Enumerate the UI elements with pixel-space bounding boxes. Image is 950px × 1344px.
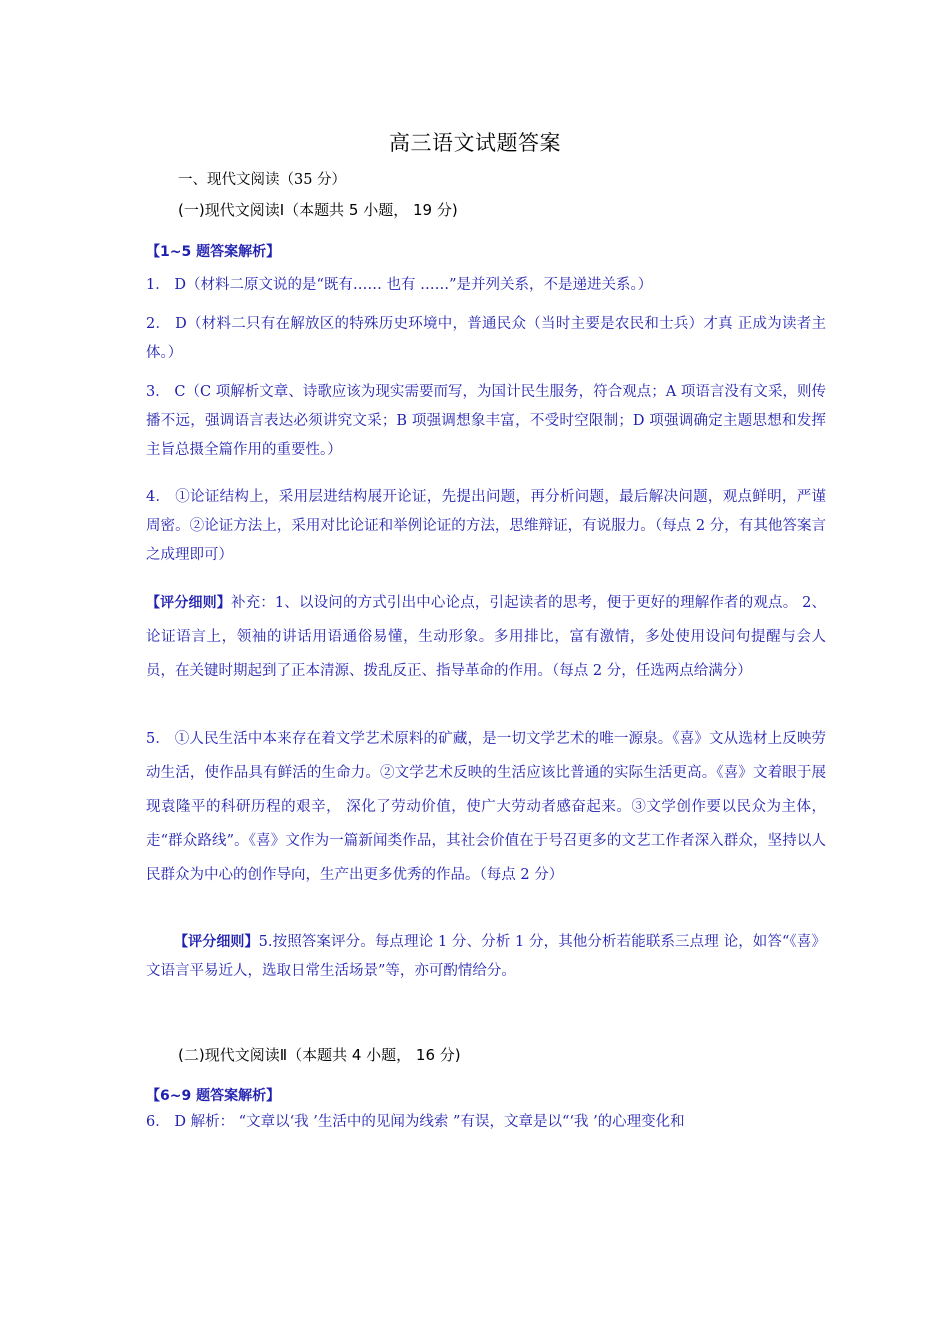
rubric-1 bbox=[146, 586, 826, 688]
answer-tag-6-9: 【6~9 题答案解析】 bbox=[146, 1088, 281, 1104]
answer-q1: 1． D（材料二原文说的是“既有…… 也有 ……”是并列关系，不是递进关系。） bbox=[146, 277, 653, 293]
rubric-2 bbox=[146, 928, 826, 986]
part1-heading: (一)现代文阅读Ⅰ（本题共 5 小题， 19 分) bbox=[178, 201, 458, 219]
answer-q4: 4． ①论证结构上，采用层进结构展开论证，先提出问题，再分析问题，最后解决问题，观点鲜明，严谨周密。②论证方法上，采用对比论证和举例论证的方法，思维辩证，有说服力。（每点 2 分，有其他答案言之成理即可） bbox=[146, 489, 826, 563]
rubric-2-label: 【评分细则】 bbox=[174, 934, 259, 950]
part2-heading: (二)现代文阅读Ⅱ（本题共 4 小题， 16 分) bbox=[178, 1046, 461, 1064]
answer-q6: 6． D 解析： “文章以‘我 ’生活中的见闻为线索 ”有误，文章是以“‘我 ’的心理变化和 bbox=[146, 1114, 685, 1130]
rubric-1-text: 补充：1、以设问的方式引出中心论点，引起读者的思考，便于更好的理解作者的观点。 2、论证语言上，领袖的讲话用语通俗易懂，生动形象。多用排比，富有激情，多处使用设问句提醒与会人员，在关键时期起到了正本清源、拨乱反正、指导革命的作用。（每点 2 分，任选两点给满分） bbox=[146, 595, 826, 679]
answer-q5: 5． ①人民生活中本来存在着文学艺术原料的矿藏，是一切文学艺术的唯一源泉。《喜》文从选材上反映劳动生活，使作品具有鲜活的生命力。②文学艺术反映的生活应该比普通的实际生活更高。《喜》文着眼于展现袁隆平的科研历程的艰辛， 深化了劳动价值，使广大劳动者感奋起来。③文学创作要以民众为主体，走“群众路线”。《喜》文作为一篇新闻类作品，其社会价值在于号召更多的文艺工作者深入群众，坚持以人民群众为中心的创作导向，生产出更多优秀的作品。（每点 2 分） bbox=[146, 731, 826, 883]
rubric-2-text: 5.按照答案评分。每点理论 1 分、分析 1 分，其他分析若能联系三点理 论，如答“《喜》文语言平易近人，选取日常生活场景”等，亦可酌情给分。 bbox=[146, 934, 826, 979]
section-heading: 一、现代文阅读（35 分） bbox=[178, 172, 347, 188]
document-title: 高三语文试题答案 bbox=[389, 131, 561, 155]
rubric-1-label: 【评分细则】 bbox=[146, 595, 231, 611]
answer-tag-1-5: 【1~5 题答案解析】 bbox=[146, 244, 281, 260]
answer-q2: 2． D（材料二只有在解放区的特殊历史环境中，普通民众（当时主要是农民和士兵）才真 正成为读者主体。） bbox=[146, 316, 826, 361]
answer-q3: 3． C（C 项解析文章、诗歌应该为现实需要而写，为国计民生服务，符合观点；A 项语言没有文采，则传播不远，强调语言表达必须讲究文采；B 项强调想象丰富，不受时空限制；D 项强调确定主题思想和发挥主旨总摄全篇作用的重要性。） bbox=[146, 384, 826, 458]
